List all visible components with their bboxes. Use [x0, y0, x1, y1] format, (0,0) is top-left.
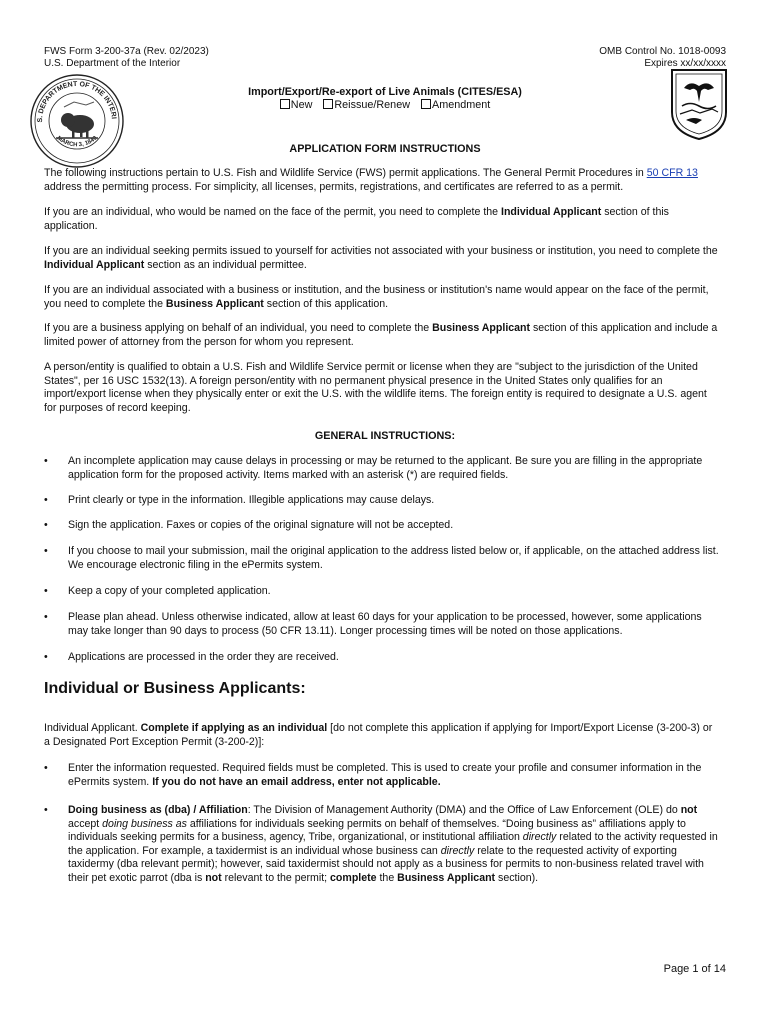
general-bullet — [44, 651, 720, 665]
paragraph-text: Individual Applicant. — [44, 722, 141, 734]
paragraph-text: If you are an individual, who would be named on the face of the permit, you need to complete the — [44, 206, 501, 218]
paragraph-emphasis: not — [205, 871, 222, 884]
business-associated-paragraph — [44, 284, 720, 311]
applicants-section-title: Individual or Business Applicants: — [44, 680, 306, 697]
application-type-options — [0, 99, 770, 112]
amendment-checkbox[interactable] — [421, 99, 431, 109]
paragraph-emphasis: complete — [330, 871, 377, 884]
paragraph-text: section). — [495, 871, 539, 884]
svg-text:MARCH 3, 1849: MARCH 3, 1849 — [55, 135, 99, 149]
general-bullet — [44, 611, 720, 638]
business-on-behalf-paragraph — [44, 322, 720, 349]
paragraph-text: affiliations for individuals seeking permits on behalf of themselves. “Doing business as” affiliations apply to individuals seeking permits for a business, agency, Tribe, organizational, or institutional affiliation — [68, 817, 686, 844]
bullet-text — [68, 804, 720, 886]
bullet-text: Applications are processed in the order they are received. — [68, 651, 339, 663]
paragraph-emphasis: Individual Applicant — [44, 258, 145, 271]
bullet-text: Sign the application. Faxes or copies of the original signature will not be accepted. — [68, 519, 454, 531]
paragraph-text: relate to the requested activity of exporting taxidermy (dba relevant permit); however, said taxidermist should not apply as a business for permits to non-business related travel with their pet exotic parrot (dba is — [68, 844, 704, 884]
bullet-text: Print clearly or type in the information. Illegible applications may cause delays. — [68, 494, 435, 506]
cfr-link[interactable]: 50 CFR 13 — [646, 167, 698, 179]
individual-applicant-intro — [44, 722, 720, 749]
paragraph-emphasis: Business Applicant — [432, 322, 531, 334]
bullet-text: Keep a copy of your completed application. — [68, 585, 271, 597]
general-instructions-heading: GENERAL INSTRUCTIONS: — [314, 430, 456, 442]
page-number: Page 1 of 14 — [663, 963, 726, 975]
department-name: U.S. Department of the Interior — [44, 58, 181, 69]
option-new-label: New — [290, 99, 313, 111]
bullet-icon: • — [44, 762, 48, 774]
bullet-icon: • — [44, 651, 48, 663]
general-bullet — [44, 494, 720, 508]
paragraph-emphasis: If you do not have an email address, enter not applicable. — [152, 775, 441, 788]
bullet-icon: • — [44, 545, 48, 557]
paragraph-emphasis: not — [680, 804, 698, 816]
bullet-icon: • — [44, 519, 48, 531]
paragraph-text: related to the activity requested in the application. For example, a taxidermist is an individual whose business can — [68, 831, 718, 857]
bullet-icon: • — [44, 455, 48, 467]
option-amendment[interactable] — [421, 99, 490, 111]
reissue-renew-checkbox[interactable] — [323, 99, 333, 109]
bullet-text: An incomplete application may cause delays in processing or may be returned to the applicant. Be sure you are filling in the appropriate application form for the proposed activity. Items marked with an asterisk (*) are required fields. — [68, 455, 703, 481]
option-new[interactable] — [280, 99, 313, 111]
form-header-left — [44, 46, 209, 70]
bullet-text: Please plan ahead. Unless otherwise indicated, allow at least 60 days for your application to be processed, however, some applications may take longer than 90 days to process (50 CFR 13.11). Longer processing times will be noted on those applications. — [68, 611, 702, 637]
bullet-text: If you choose to mail your submission, mail the original application to the address listed below or, if applicable, on the attached address list. We encourage electronic filing in the ePermits system. — [68, 545, 719, 571]
jurisdiction-paragraph: A person/entity is qualified to obtain a U.S. Fish and Wildlife Service permit or license when they are "subject to the jurisdiction of the United States", per 16 USC 1532(13). A foreign person/entity with no permanent physical presence in the United States only qualifies for an import/export license when they physically enter or exit the U.S. with the wildlife items. The foreign entity is required to designate a U.S. agent for purposes of record keeping. — [44, 361, 707, 414]
individual-permittee-paragraph — [44, 245, 720, 272]
paragraph-italic: directly — [440, 844, 475, 857]
bullet-icon: • — [44, 494, 48, 506]
general-bullet — [44, 545, 720, 572]
paragraph-text: If you are a business applying on behalf of an individual, you need to complete the — [44, 322, 433, 334]
general-bullet — [44, 455, 720, 482]
paragraph-text: section as an individual permittee. — [144, 258, 307, 271]
paragraph-emphasis: Business Applicant — [397, 871, 496, 884]
paragraph-text: section of this application and include a limited power of attorney from the person for whom you represent. — [44, 322, 718, 348]
paragraph-text: Enter the information requested. Required fields must be completed. This is used to create your profile and consumer information in the ePermits system. — [68, 762, 702, 788]
paragraph-text: section of this application. — [263, 297, 389, 310]
paragraph-text: the — [376, 871, 398, 884]
option-reissue-renew[interactable] — [323, 99, 410, 111]
form-number: FWS Form 3-200-37a (Rev. 02/2023) — [44, 46, 209, 57]
general-bullet — [44, 519, 720, 533]
bullet-text — [68, 762, 720, 789]
paragraph-text: : The Division of Management Authority (DMA) and the Office of Law Enforcement (OLE) do — [247, 804, 681, 816]
intro-paragraph — [44, 167, 720, 194]
option-amendment-label: Amendment — [432, 99, 491, 111]
instructions-heading: APPLICATION FORM INSTRUCTIONS — [289, 143, 481, 155]
paragraph-text: If you are an individual associated with a business or institution, and the business or institution's name would appear on the face of the permit, you need to complete the — [44, 284, 709, 310]
bullet-icon: • — [44, 611, 48, 623]
paragraph-italic: directly — [522, 831, 557, 844]
paragraph-text: If you are an individual seeking permits issued to yourself for activities not associated with your business or institution, you need to complete the — [44, 245, 718, 257]
option-reissue-renew-label: Reissue/Renew — [334, 99, 410, 111]
paragraph-italic: doing business as — [102, 817, 187, 830]
individual-named-paragraph — [44, 206, 720, 233]
individual-bullet-dba — [44, 804, 720, 886]
paragraph-emphasis: Business Applicant — [165, 297, 264, 310]
paragraph-emphasis: Individual Applicant — [501, 206, 602, 218]
paragraph-text: section of this application. — [44, 206, 669, 232]
omb-control-number: OMB Control No. 1018-0093 — [599, 46, 726, 57]
paragraph-emphasis: Doing business as (dba) / Affiliation — [68, 804, 248, 816]
bullet-icon: • — [44, 585, 48, 597]
intro-text: The following instructions pertain to U.S. Fish and Wildlife Service (FWS) permit applications. The General Permit Procedures in — [44, 167, 647, 179]
new-checkbox[interactable] — [280, 99, 290, 109]
individual-bullet-info — [44, 762, 720, 789]
paragraph-text: accept — [68, 817, 103, 830]
general-bullet — [44, 585, 720, 599]
svg-text:U.S. DEPARTMENT OF THE INTERIO: S. DEPARTMENT OF THE INTERI — [36, 80, 117, 123]
expiration-date: Expires xx/xx/xxxx — [644, 58, 726, 69]
paragraph-text: [do not complete this application if applying for Import/Export License (3-200-3) or a Designated Port Exception Permit (3-200-2)]: — [44, 722, 713, 748]
form-title: Import/Export/Re-export of Live Animals (CITES/ESA) — [248, 86, 522, 98]
paragraph-emphasis: Complete if applying as an individual — [140, 722, 328, 734]
bullet-icon: • — [44, 804, 48, 816]
intro-text-end: address the permitting process. For simplicity, all licenses, permits, registrations, and certificates are referred to as a permit. — [44, 180, 624, 193]
paragraph-text: relevant to the permit; — [221, 871, 331, 884]
